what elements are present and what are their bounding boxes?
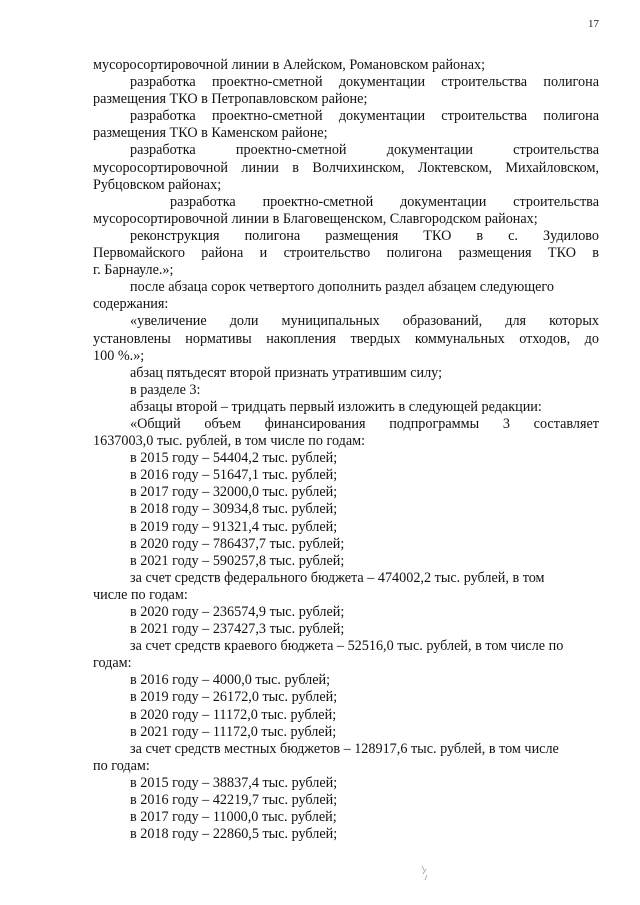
text-line: по годам: <box>93 757 150 774</box>
text-line: размещения ТКО в Каменском районе; <box>93 125 328 142</box>
text-line: за счет средств местных бюджетов – 128917,6 тыс. рублей, в том числе <box>130 740 559 757</box>
text-line: мусоросортировочной линии в Волчихинском, Локтевском, Михайловском, <box>93 159 599 176</box>
text-line: в разделе 3: <box>130 381 201 398</box>
text-line: мусоросортировочной линии в Алейском, Романовском районах; <box>93 57 486 73</box>
text-line: в 2016 году – 4000,0 тыс. рублей; <box>130 672 331 689</box>
text-line: «Общий объем финансирования подпрограммы 3 составляет <box>130 415 599 432</box>
text-line: в 2021 году – 590257,8 тыс. рублей; <box>130 552 345 569</box>
text-line: разработка проектно-сметной документации строительства <box>130 142 599 159</box>
text-line: абзац пятьдесят второй признать утратившим силу; <box>130 364 443 381</box>
text-line: в 2020 году – 236574,9 тыс. рублей; <box>130 604 345 620</box>
text-line: в 2017 году – 32000,0 тыс. рублей; <box>130 484 338 501</box>
text-line: установлены нормативы накопления твердых коммунальных отходов, до <box>93 330 599 347</box>
text-line: в 2020 году – 786437,7 тыс. рублей; <box>130 535 345 552</box>
text-line: в 2015 году – 54404,2 тыс. рублей; <box>130 450 338 467</box>
text-line: г. Барнауле.»; <box>93 262 174 279</box>
text-line: в 2021 году – 237427,3 тыс. рублей; <box>130 621 345 638</box>
text-line: размещения ТКО в Петропавловском районе; <box>93 91 368 108</box>
text-line: в 2019 году – 91321,4 тыс. рублей; <box>130 518 338 535</box>
text-line: Первомайского района и строительство полигона размещения ТКО в <box>93 245 599 262</box>
text-line: в 2017 году – 11000,0 тыс. рублей; <box>130 809 337 826</box>
text-line: Рубцовском районах; <box>93 176 222 193</box>
text-line: за счет средств федерального бюджета – 474002,2 тыс. рублей, в том <box>130 569 545 586</box>
text-line: 1637003,0 тыс. рублей, в том числе по годам: <box>93 433 366 450</box>
text-line: мусоросортировочной линии в Благовещенском, Славгородском районах; <box>93 210 538 227</box>
text-line: разработка проектно-сметной документации строительства полигона <box>130 108 599 125</box>
text-line: в 2020 году – 11172,0 тыс. рублей; <box>130 706 337 723</box>
text-line: в 2019 году – 26172,0 тыс. рублей; <box>130 689 338 706</box>
document-body <box>93 57 599 843</box>
text-line: разработка проектно-сметной документации строительства <box>170 193 599 210</box>
page-number: 17 <box>588 18 599 30</box>
text-line: годам: <box>93 655 132 672</box>
text-line: в 2021 году – 11172,0 тыс. рублей; <box>130 723 337 740</box>
text-line: разработка проектно-сметной документации строительства полигона <box>130 74 599 91</box>
text-line: в 2015 году – 38837,4 тыс. рублей; <box>130 774 338 791</box>
text-line: «увеличение доли муниципальных образований, для которых <box>130 313 599 330</box>
text-line: 100 %.»; <box>93 347 145 364</box>
text-line: в 2016 году – 51647,1 тыс. рублей; <box>130 467 338 484</box>
text-line: в 2016 году – 42219,7 тыс. рублей; <box>130 792 338 809</box>
text-line: за счет средств краевого бюджета – 52516,0 тыс. рублей, в том числе по <box>130 638 564 655</box>
text-line: абзацы второй – тридцать первый изложить в следующей редакции: <box>130 398 542 415</box>
text-line: числе по годам: <box>93 586 188 603</box>
text-line: в 2018 году – 22860,5 тыс. рублей; <box>130 826 338 843</box>
text-line: в 2018 году – 30934,8 тыс. рублей; <box>130 501 338 518</box>
text-line: содержания: <box>93 296 169 313</box>
scan-mark <box>419 864 431 882</box>
text-line: после абзаца сорок четвертого дополнить раздел абзацем следующего <box>130 279 554 296</box>
text-line: реконструкция полигона размещения ТКО в с. Зудилово <box>130 227 599 244</box>
